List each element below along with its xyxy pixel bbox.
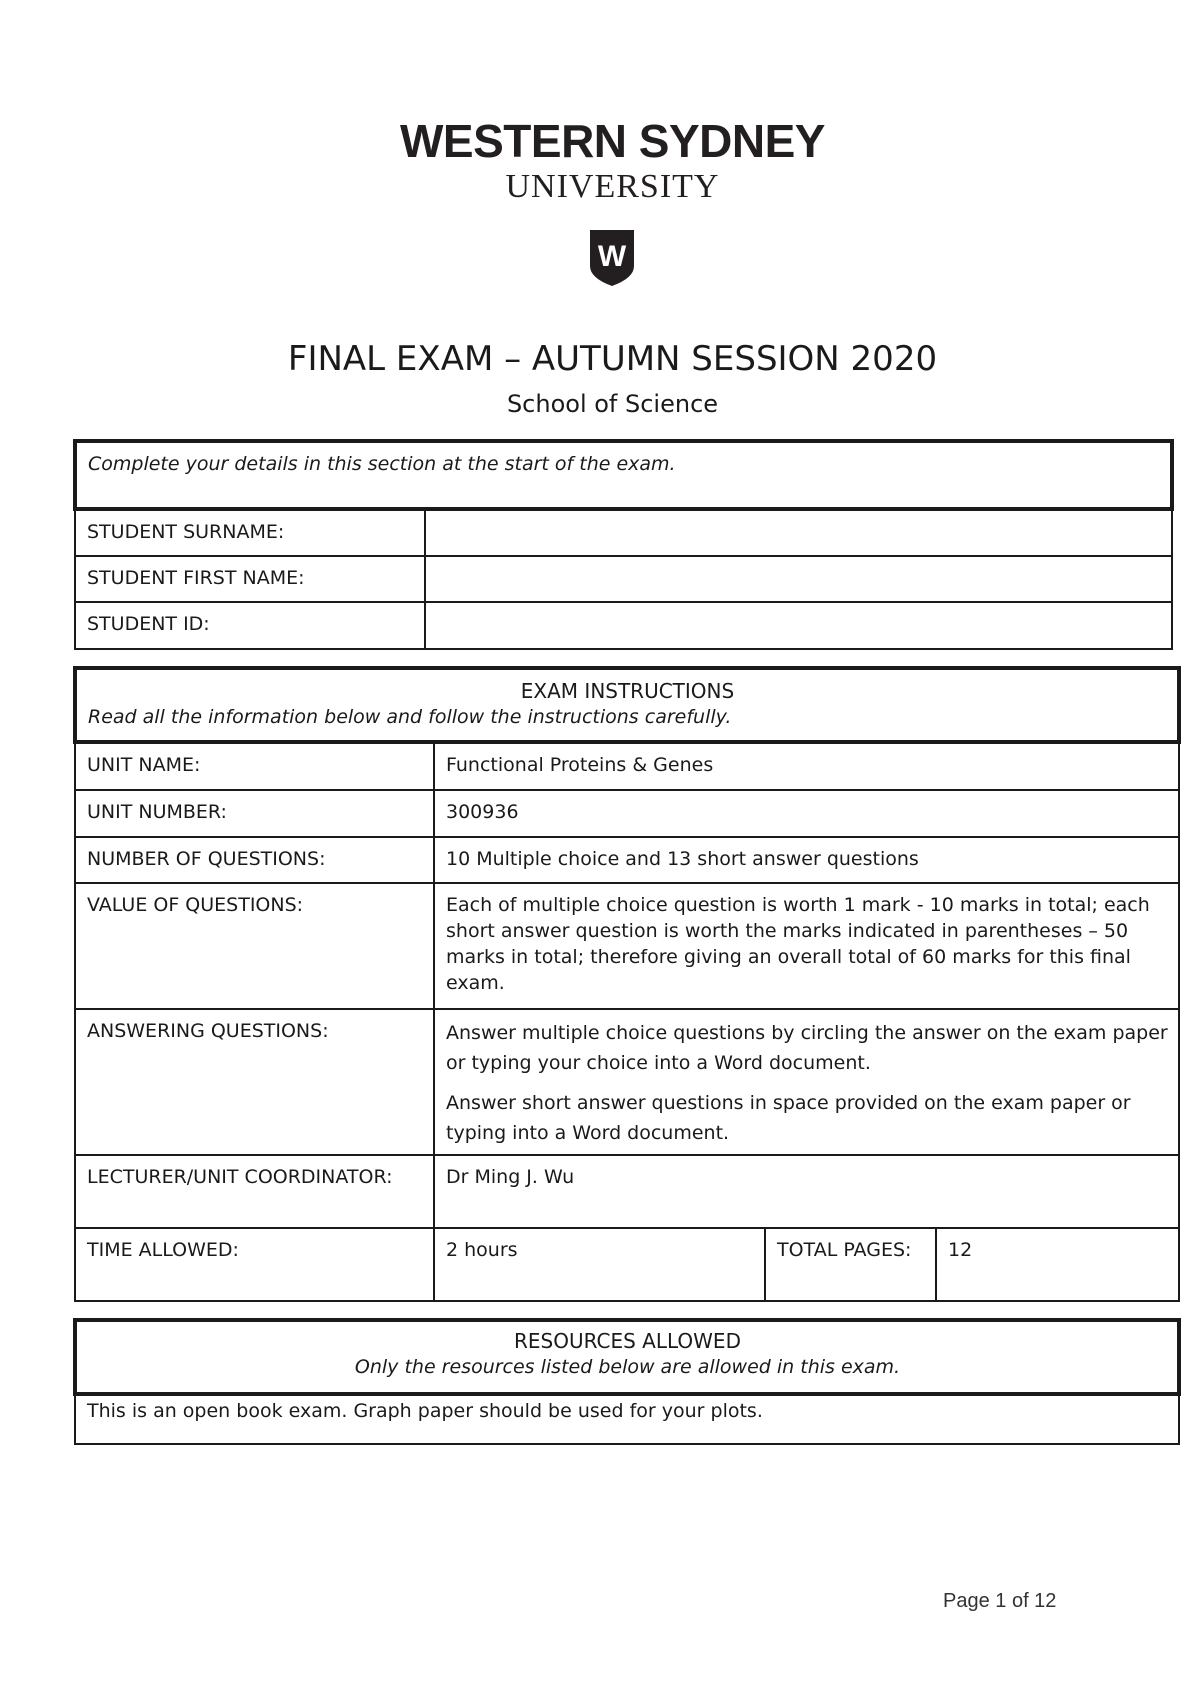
logo-wordmark: WESTERN SYDNEY: [400, 115, 825, 167]
unit-name-value: Functional Proteins & Genes: [434, 742, 1179, 790]
lecturer-value: Dr Ming J. Wu: [434, 1155, 1179, 1228]
surname-label: STUDENT SURNAME:: [75, 509, 425, 556]
resources-header: [75, 1320, 1179, 1394]
student-id-label: STUDENT ID:: [75, 602, 425, 649]
surname-field[interactable]: [425, 509, 1172, 556]
value-text: Each of multiple choice question is worth 1 mark - 10 marks in total; each short answer question is worth the marks indicated in parentheses – 50 marks in total; therefore giving an overall total of 60 marks for this final exam.: [434, 883, 1179, 1009]
answering-short: Answer short answer questions in space provided on the exam paper or typing into a Word document.: [446, 1092, 1131, 1144]
lecturer-label: LECTURER/UNIT COORDINATOR:: [75, 1155, 434, 1228]
logo-subtitle: UNIVERSITY: [505, 168, 720, 205]
pages-label: TOTAL PAGES:: [765, 1228, 936, 1301]
resources-body: This is an open book exam. Graph paper should be used for your plots.: [75, 1394, 1179, 1444]
num-questions-label: NUMBER OF QUESTIONS:: [75, 837, 434, 883]
instructions-subtitle: Read all the information below and follow the instructions carefully.: [88, 706, 732, 728]
num-questions-value: 10 Multiple choice and 13 short answer questions: [434, 837, 1179, 883]
answering-text: [434, 1009, 1179, 1155]
instructions-header: [75, 668, 1179, 742]
instructions-title: EXAM INSTRUCTIONS: [520, 679, 735, 703]
crest-letter: W: [597, 240, 627, 273]
university-crest-icon: [588, 228, 636, 288]
resources-subtitle: Only the resources listed below are allowed in this exam.: [354, 1356, 901, 1378]
school-name: School of Science: [506, 390, 719, 418]
value-label: VALUE OF QUESTIONS:: [75, 883, 434, 1009]
first-name-field[interactable]: [425, 556, 1172, 602]
resources-title: RESOURCES ALLOWED: [514, 1329, 741, 1353]
student-details-table: [73, 439, 1174, 650]
pages-value: 12: [936, 1228, 1179, 1301]
exam-title: FINAL EXAM – AUTUMN SESSION 2020: [287, 339, 938, 379]
exam-instructions-table: [73, 666, 1181, 1302]
first-name-label: STUDENT FIRST NAME:: [75, 556, 425, 602]
resources-table: [73, 1318, 1181, 1445]
unit-number-value: 300936: [434, 790, 1179, 837]
page-number: Page 1 of 12: [943, 1590, 1057, 1612]
unit-name-label: UNIT NAME:: [75, 742, 434, 790]
time-label: TIME ALLOWED:: [75, 1228, 434, 1301]
unit-number-label: UNIT NUMBER:: [75, 790, 434, 837]
details-instruction: Complete your details in this section at the start of the exam.: [75, 441, 1172, 509]
time-value: 2 hours: [434, 1228, 765, 1301]
student-id-field[interactable]: [425, 602, 1172, 649]
answering-mcq: Answer multiple choice questions by circling the answer on the exam paper or typing your choice into a Word document.: [446, 1022, 1168, 1074]
answering-label: ANSWERING QUESTIONS:: [75, 1009, 434, 1155]
